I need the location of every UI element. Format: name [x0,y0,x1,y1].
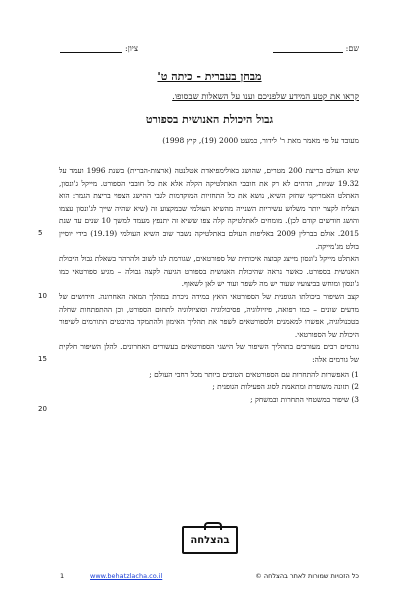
factors-list [59,369,359,407]
logo-badge: בהצלחה [182,526,238,554]
paragraph: קצב השיפור ביכולתו הגופנית של הספורטאי הואץ במידה ניכרת במהלך המאה האחרונה. חידושים של מדעים שונים – כמו רפואה, פיזיולוגיה, פסיכולוגיה וסוציולוגיה לתחום הספורט, וכן ההתפתחות שחלה בטכנולוגיה, אפשרו למאמנים ולספורטאים לשפר את תהליך האימון ולהתמקד בהיבטים התורמים לשיפור היכולת של הספורטאי. [59,291,359,339]
grade-blank-line[interactable] [60,52,122,53]
exam-title: מבחן בעברית - כיתה ט' [157,70,262,83]
article-body [59,165,359,406]
line-number: 15 [38,355,47,363]
page-number: 1 [60,572,65,580]
footer-url-link[interactable]: www.behatzlacha.co.il [90,572,163,580]
list-item: 3) שיפור במשטחי התחרות ובמשחק ; [250,394,359,404]
article-source: מעובד על פי מאמר מאת ר' לידור, כמעט 2000 (19), קיץ 1998) [162,136,359,145]
paragraph: האתלט מייקל ג'ונסון מייצג קבוצה איכותית של ספורטאים, שגורמת לנו לשוב ולהרהר בשאלת גבול היכולת האנושית בספורט. כאשר נראה שהיכולת האנושית בספורט הגיעה לקצה גבולה – מגיע ספורטאי כמו ג'ונסון ומוחש בביצועיו שעוד יש מה לשפר ועוד יש לאן לשאוף. [59,254,359,289]
line-number: 10 [38,292,47,300]
grade-field[interactable] [60,44,138,53]
line-number: 20 [38,405,47,413]
paragraph: גורמים רבים מעורבים בתהליך השיפור של הישגי הספורטאים בעשורים האחרונים. להלן השיפור חלקית של גורמים אלה: [59,342,359,364]
paragraph: שיא העולם בריצת 200 מטרים, שהושג באולימפיאדת אטלנטה (ארצות-הברית) בשנת 1996 ועמד על 19.32 שניות, הדהים לא רק את חובבי האתלטיקה הקלה אלא את כל חובבי הספורט. מייקל ג'ונסון, האתלט האמריקני שחזק השיא, נושא את כל התחזיות המוקדמות לגבי ההישג הצפוי בריצת הגמר: הוא הצליח לקצר יותר משלוש עשיריות השנייה מהשיא העולמי שבמקצוע זה (שיא שהיה שייך לג'ונסון עצמו והושג חודשים קודם לכן). מומחים לאתלטיקה קלה צפו ששיא זה יתנפץ מעמד למשך 10 שנים עד שנת 2015. אולם בברלין 2009 באליפות העולם באתלטיקה נשבר שוב השיא העולמי (19.19) בידי יוסיין בולט מג'מייקה. [59,166,359,251]
list-item: 2) תזונה משופרת ומתאמת לסוג הפעילות הגופנית ; [212,382,359,392]
name-label: שם: [345,44,359,53]
list-item: 1) האפשרות להתחרות עם הספורטאים הטובים ביותר מכל רחבי העולם ; [149,369,359,379]
line-number: 5 [38,229,43,237]
article-title: גבול היכולת האנושית בספורט [145,113,274,126]
name-blank-line[interactable] [273,52,343,53]
behatzlacha-logo [182,526,238,560]
footer-copyright: כל הזכויות שמורות לאתר בהצלחה © [255,572,359,580]
name-field[interactable] [273,44,359,53]
header-row [60,44,359,58]
grade-label: ציון: [125,44,139,53]
instructions: קראו את קטע המידע שלפניכם וענו על השאלות שבסופו. [172,92,359,102]
